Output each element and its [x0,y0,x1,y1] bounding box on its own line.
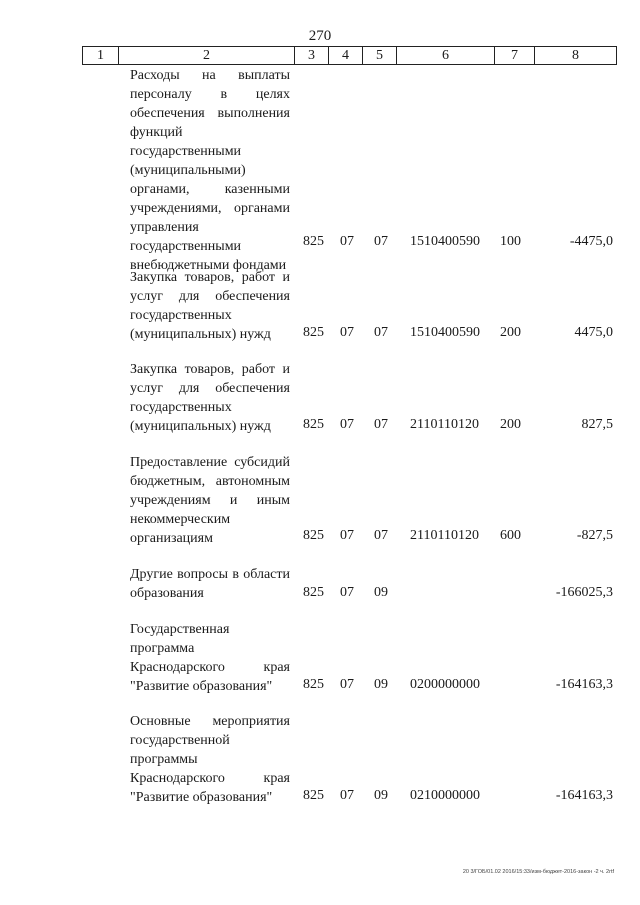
row-code-4: 07 [340,788,354,803]
header-col-8: 8 [535,47,617,65]
row-code-6: 2110110120 [410,417,479,432]
row-amount: -164163,3 [555,788,613,803]
row-description: Государственная программа Краснодарского края "Развитие образования" [130,622,290,694]
row-description: Расходы на выплаты персоналу в целях обеспечения выполнения функций государственными (муниципальными) органами, казенными учреждениями, органами управления государственными внебюджетными фондами [130,68,290,273]
row-code-4: 07 [340,234,354,249]
row-description: Закупка товаров, работ и услуг для обеспечения государственных (муниципальных) нужд [130,270,290,342]
row-description: Другие вопросы в области образования [130,567,290,601]
row-code-4: 07 [340,325,354,340]
row-code-6: 2110110120 [410,528,479,543]
page-number: 270 [308,28,332,44]
row-code-3: 825 [303,325,324,340]
row-code-4: 07 [340,528,354,543]
footer-file-stamp: 20 3/ГОБ/01.02 2016/15:33/изм-бюджет-2016-закон -2 ч. 2rtf [462,869,614,875]
row-code-7: 200 [500,325,521,340]
header-col-2: 2 [119,47,295,65]
row-code-3: 825 [303,528,324,543]
row-code-7: 600 [500,528,521,543]
row-code-6: 1510400590 [410,325,480,340]
row-code-6: 0200000000 [410,677,480,692]
row-description: Закупка товаров, работ и услуг для обеспечения государственных (муниципальных) нужд [130,362,290,434]
row-code-3: 825 [303,677,324,692]
row-description: Предоставление субсидий бюджетным, автономным учреждениям и иным некоммерческим организациям [130,455,290,546]
row-code-4: 07 [340,417,354,432]
row-amount: 827,5 [581,417,613,432]
row-amount: -4475,0 [569,234,613,249]
header-col-7: 7 [495,47,535,65]
row-code-5: 09 [374,677,388,692]
row-description: Основные мероприятия государственной программы Краснодарского края "Развитие образования" [130,714,290,805]
column-header-table [82,46,617,65]
row-code-7: 200 [500,417,521,432]
row-code-5: 07 [374,325,388,340]
row-code-5: 07 [374,528,388,543]
row-code-3: 825 [303,585,324,600]
row-amount: 4475,0 [574,325,613,340]
row-code-5: 07 [374,234,388,249]
header-col-3: 3 [295,47,329,65]
row-code-4: 07 [340,585,354,600]
header-col-4: 4 [329,47,363,65]
row-code-6: 1510400590 [410,234,480,249]
row-amount: -164163,3 [555,677,613,692]
row-code-5: 07 [374,417,388,432]
row-code-6: 0210000000 [410,788,480,803]
row-code-3: 825 [303,417,324,432]
row-code-4: 07 [340,677,354,692]
row-code-7: 100 [500,234,521,249]
header-row [83,47,617,65]
row-code-5: 09 [374,585,388,600]
row-code-3: 825 [303,234,324,249]
header-col-6: 6 [397,47,495,65]
row-code-5: 09 [374,788,388,803]
header-col-1: 1 [83,47,119,65]
row-amount: -166025,3 [555,585,613,600]
row-code-3: 825 [303,788,324,803]
row-amount: -827,5 [576,528,613,543]
header-col-5: 5 [363,47,397,65]
